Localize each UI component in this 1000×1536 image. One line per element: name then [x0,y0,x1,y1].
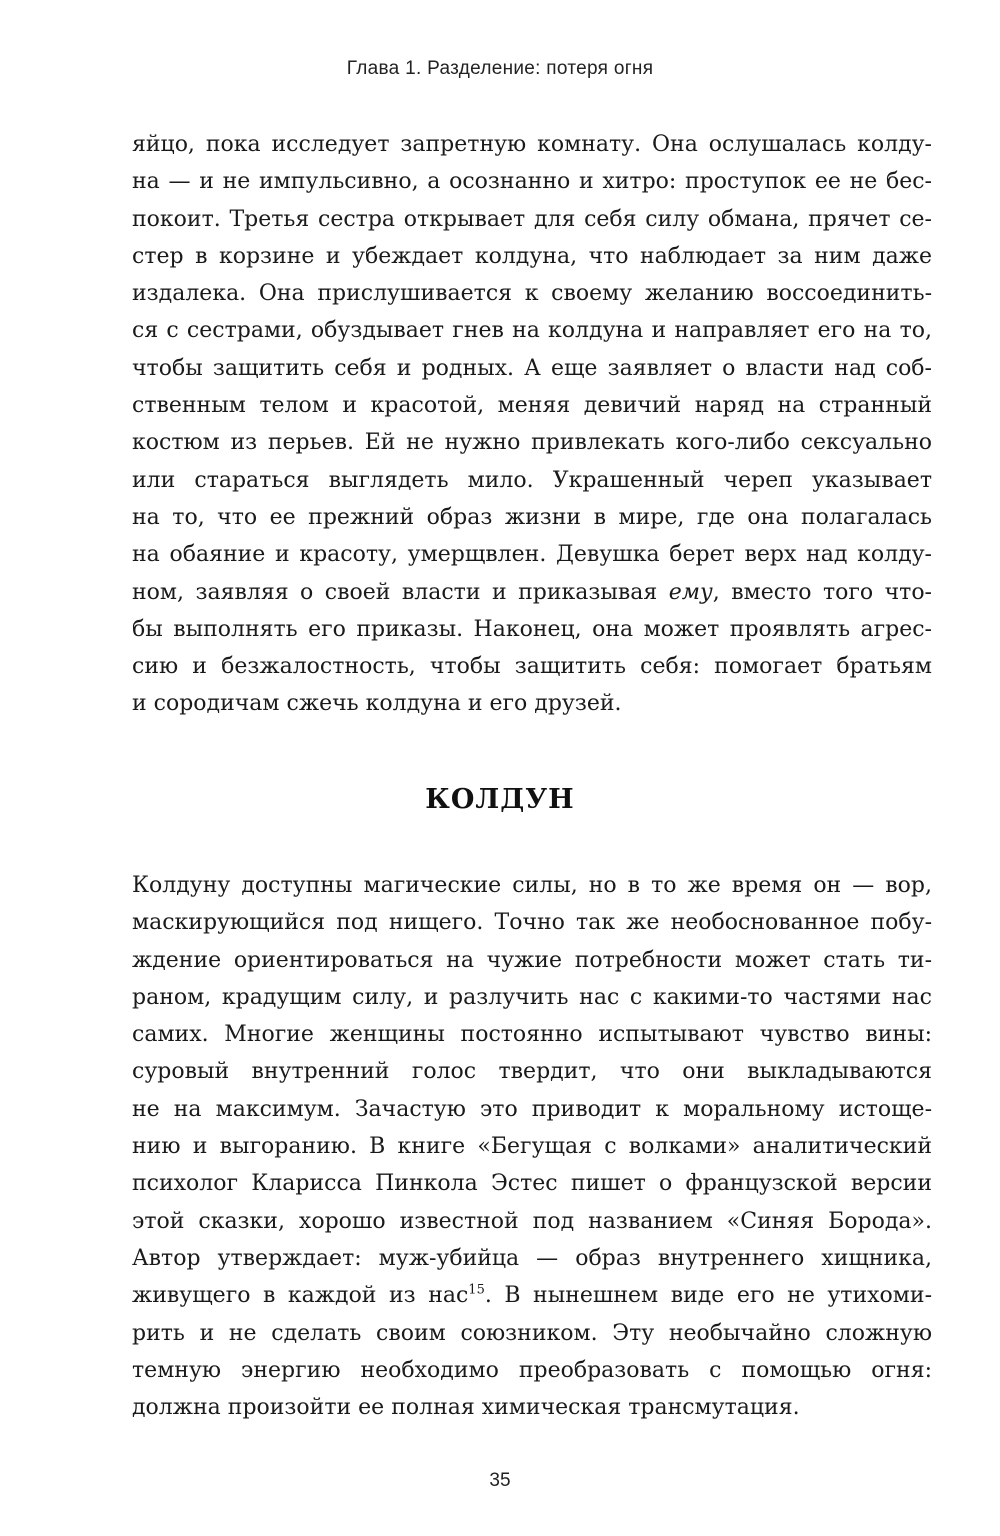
text-line: рить и не сделать своим союзником. Эту необычайно сложную [132,1320,932,1346]
body-paragraph-2 [132,867,932,1426]
text-line: чтобы защитить себя и родных. А еще заявляет о власти над соб- [132,355,932,381]
text-line: Колдуну доступны магические силы, но в то же время он — вор, [132,873,932,898]
text-line: должна произойти ее полная химическая трансмутация. [132,1395,800,1421]
text-line [132,574,932,611]
text-line: издалека. Она прислушивается к своему желанию воссоединить- [132,281,932,307]
text-line: этой сказки, хорошо известной под названием «Синяя Борода». [132,1208,932,1234]
text-line: самих. Многие женщины постоянно испытывают чувство вины: [132,1022,932,1048]
text-line: на — и не импульсивно, а осознанно и хитро: проступок ее не бес- [132,169,932,195]
text-line: нию и выгоранию. В книге «Бегущая с волками» аналитический [132,1134,932,1160]
text-line: и сородичам сжечь колдуна и его друзей. [132,691,622,717]
text-line: ственным телом и красотой, меняя девичий наряд на странный [132,393,932,419]
text-line: Автор утверждает: муж-убийца — образ внутреннего хищника, [132,1245,932,1271]
body-paragraph-1 [132,126,932,723]
text-line: суровый внутренний голос твердит, что они выкладываются [132,1059,932,1085]
running-head: Глава 1. Разделение: потеря огня [346,58,654,79]
text-line: ждение ориентироваться на чужие потребности может стать ти- [132,947,932,973]
emphasized-word: ему [668,579,713,605]
text-line [132,1277,932,1314]
footnote-reference[interactable]: 15 [468,1282,485,1298]
page-number: 35 [489,1470,511,1491]
text-line: или стараться выглядеть мило. Украшенный череп указывает [132,467,932,493]
text-line: ся с сестрами, обуздывает гнев на колдуна и направляет его на то, [132,318,932,344]
text-line: яйцо, пока исследует запретную комнату. Она ослушалась колду- [132,132,932,157]
text-line: темную энергию необходимо преобразовать с помощью огня: [132,1357,932,1383]
section-heading: КОЛДУН [425,784,575,815]
text-line: костюм из перьев. Ей не нужно привлекать кого-либо сексуально [132,430,932,456]
text-line: психолог Кларисса Пинкола Эстес пишет о французской версии [132,1171,932,1197]
text-line: сию и безжалостность, чтобы защитить себя: помогает братьям [132,654,932,680]
text-segment: ном, заявляя о своей власти и приказывая [132,579,669,605]
text-line: маскирующийся под нищего. Точно так же необоснованное побу- [132,910,932,936]
text-line: покоит. Третья сестра открывает для себя силу обмана, прячет се- [132,206,932,232]
text-segment: живущего в каждой из нас [132,1283,469,1309]
text-line: стер в корзине и убеждает колдуна, что наблюдает за ним даже [132,243,932,269]
text-line: не на максимум. Зачастую это приводит к моральному истоще- [132,1096,932,1122]
text-line: на то, что ее прежний образ жизни в мире, где она полагалась [132,504,932,530]
text-line: раном, крадущим силу, и разлучить нас с какими-то частями нас [132,984,932,1010]
text-segment: , вместо того что- [712,579,932,605]
text-line: бы выполнять его приказы. Наконец, она может проявлять агрес- [132,616,932,642]
text-segment: . В нынешнем виде его не утихоми- [484,1283,933,1309]
text-line: на обаяние и красоту, умерщвлен. Девушка берет верх над колду- [132,542,932,568]
